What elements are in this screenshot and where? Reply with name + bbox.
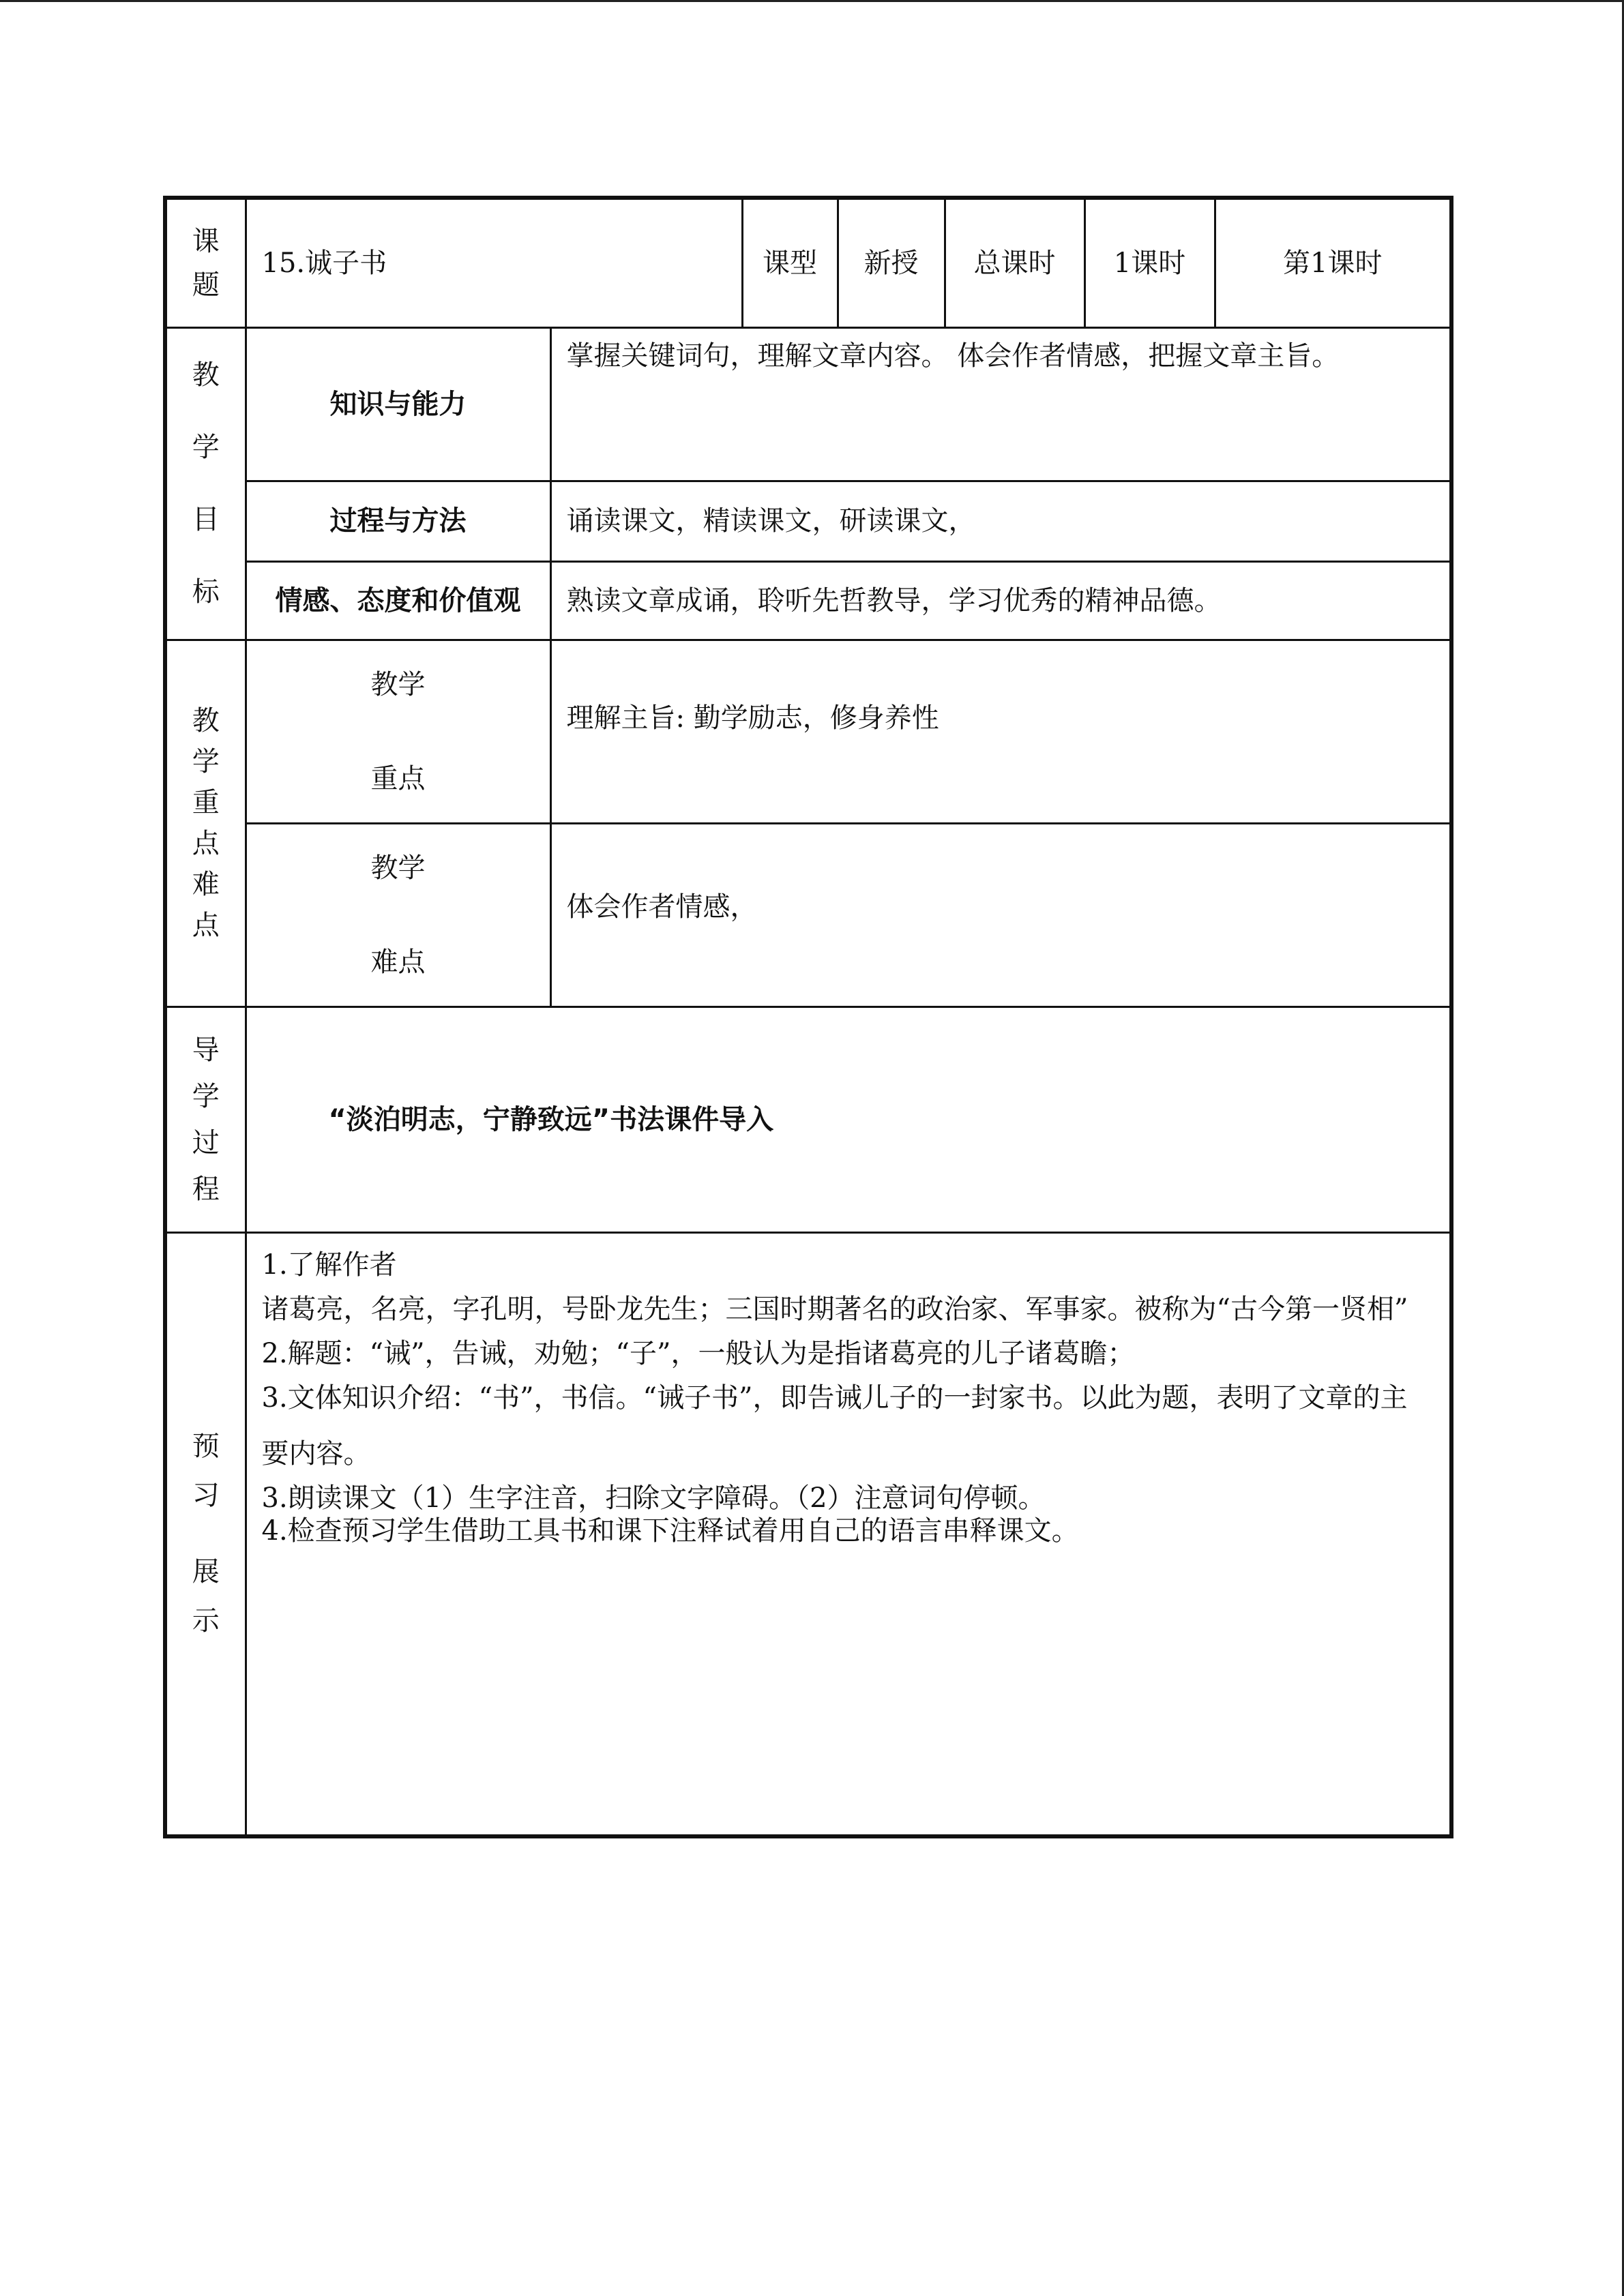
keypoints-label: 教学重点难点 <box>192 705 220 941</box>
objectives-label: 教学目标 <box>192 359 220 608</box>
focus-name-line1: 教学 <box>370 668 426 700</box>
preview-label-char: 展 <box>192 1556 220 1588</box>
lesson-type-label: 课型 <box>763 247 817 279</box>
difficulty-content-cell <box>550 823 1451 1007</box>
keypoints-label-cell <box>165 640 246 1007</box>
topic-label-cell <box>165 198 246 327</box>
objective-name-cell <box>246 561 550 640</box>
total-hours-label-cell <box>945 198 1084 327</box>
header-row <box>165 198 1451 327</box>
current-hour: 第1课时 <box>1283 247 1383 279</box>
preview-content-cell <box>246 1232 1451 1836</box>
preview-item: 1.了解作者 <box>261 1249 397 1281</box>
preview-label-char: 示 <box>192 1605 220 1637</box>
preview-label-char: 预 <box>192 1431 220 1463</box>
difficulty-name-cell <box>246 823 550 1007</box>
topic-label: 课题 <box>192 225 220 301</box>
difficulty-name-line2: 难点 <box>370 946 426 978</box>
objective-name: 情感、态度和价值观 <box>275 584 521 616</box>
preview-item: 4.检查预习学生借助工具书和课下注释试着用自己的语言串释课文。 <box>261 1515 1079 1547</box>
objective-row-knowledge <box>165 327 1451 481</box>
preview-item: 3.文体知识介绍：“书”，书信。“诫子书”，即告诫儿子的一封家书。以此为题，表明了文章的主要内容。 <box>261 1382 1408 1470</box>
objective-row-emotion <box>165 561 1451 640</box>
focus-row <box>165 640 1451 823</box>
current-hour-cell <box>1215 198 1451 327</box>
preview-row <box>165 1232 1451 1836</box>
preview-item: 2.解题：“诫”，告诫，劝勉；“子”，一般认为是指诸葛亮的儿子诸葛瞻； <box>261 1337 1135 1369</box>
lesson-title-cell <box>246 198 742 327</box>
objective-content: 诵读课文，精读课文，研读课文， <box>566 505 976 537</box>
objective-content-cell <box>550 327 1451 481</box>
difficulty-row <box>165 823 1451 1007</box>
guide-content-cell <box>246 1007 1451 1232</box>
objective-content-cell <box>550 561 1451 640</box>
total-hours-value: 1课时 <box>1113 247 1186 279</box>
focus-name-cell <box>246 640 550 823</box>
focus-name-line2: 重点 <box>370 762 426 794</box>
preview-label-char: 习 <box>192 1480 220 1512</box>
lesson-type-value-cell <box>838 198 945 327</box>
difficulty-name-line1: 教学 <box>370 852 426 884</box>
objective-name-cell <box>246 481 550 561</box>
focus-content-cell <box>550 640 1451 823</box>
total-hours-value-cell <box>1084 198 1215 327</box>
objectives-label-cell <box>165 327 246 640</box>
objective-content-cell <box>550 481 1451 561</box>
objective-name: 知识与能力 <box>329 388 467 420</box>
objective-name-cell <box>246 327 550 481</box>
preview-item: 3.朗读课文（1）生字注音，扫除文字障碍。（2）注意词句停顿。 <box>261 1482 1046 1514</box>
preview-label-cell <box>165 1232 246 1836</box>
objective-content: 掌握关键词句，理解文章内容。 体会作者情感，把握文章主旨。 <box>566 340 1340 372</box>
total-hours-label: 总课时 <box>973 247 1056 279</box>
lesson-title: 15.诚子书 <box>261 247 387 279</box>
guide-content: “淡泊明志，宁静致远”书法课件导入 <box>328 1103 774 1135</box>
objective-content: 熟读文章成诵，聆听先哲教导，学习优秀的精神品德。 <box>566 584 1222 616</box>
focus-content: 理解主旨: 勤学励志，修身养性 <box>566 702 939 734</box>
guide-label-cell <box>165 1007 246 1232</box>
lesson-type-label-cell <box>742 198 838 327</box>
objective-name: 过程与方法 <box>329 505 467 537</box>
difficulty-content: 体会作者情感， <box>566 891 758 923</box>
lesson-type-value: 新授 <box>863 247 919 279</box>
guide-row <box>165 1007 1451 1232</box>
lesson-plan-table <box>163 196 1453 1838</box>
objective-row-process <box>165 481 1451 561</box>
guide-label: 导学过程 <box>192 1034 220 1205</box>
page-top-border <box>0 0 1624 2</box>
preview-item: 诸葛亮，名亮，字孔明，号卧龙先生；三国时期著名的政治家、军事家。被称为“古今第一贤相” <box>261 1293 1408 1325</box>
